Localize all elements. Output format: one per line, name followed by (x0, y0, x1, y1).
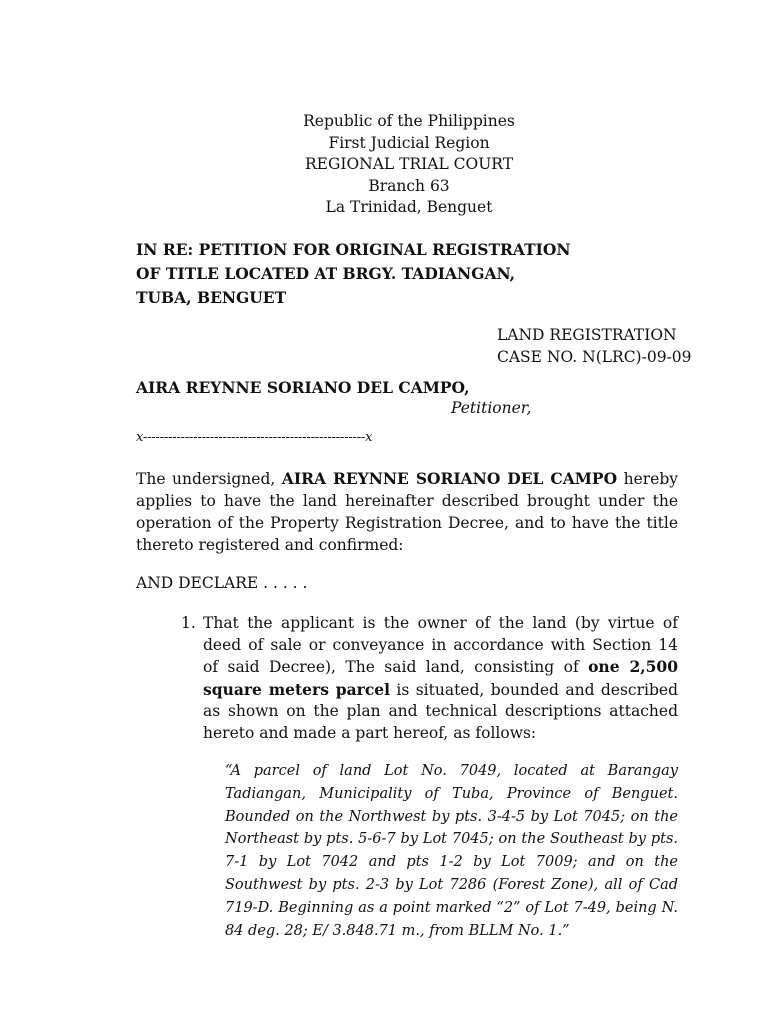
intro-text-before: The undersigned, (136, 470, 282, 488)
list-item-number: 1. (181, 614, 196, 632)
item-text-after: is situated, bounded and described as shown on the plan and technical descriptions attached hereto and made a part hereof, as follows: (203, 680, 678, 742)
caption-line-1: IN RE: PETITION FOR ORIGINAL REGISTRATION (136, 240, 571, 259)
case-type: LAND REGISTRATION (497, 326, 677, 344)
declare-heading: AND DECLARE . . . . . (136, 574, 308, 592)
header-republic: Republic of the Philippines (303, 112, 515, 130)
intro-applicant-name: AIRA REYNNE SORIANO DEL CAMPO (281, 469, 618, 488)
court-header (0, 111, 768, 219)
petitioner-role: Petitioner, (451, 399, 532, 417)
intro-text-after: hereby applies to have the land hereinafter described brought under the operation of the Property Registration Decree, and to have the title thereto registered and confirmed: (136, 470, 679, 554)
caption-line-2: OF TITLE LOCATED AT BRGY. TADIANGAN, (136, 264, 516, 283)
technical-description-quote: “A parcel of land Lot No. 7049, located at Barangay Tadiangan, Municipality of Tuba, Province of Benguet. Bounded on the Northwest by pts. 3-4-5 by Lot 7045; on the Northeast by pts. 5-6-7 by Lot 7045; on the Southeast by pts. 7-1 by Lot 7042 and pts 1-2 by Lot 7009; and on the Southwest by pts. 2-3 by Lot 7286 (Forest Zone), all of Cad 719-D. Beginning as a point marked “2” of Lot 7-49, being N. 84 deg. 28; E/ 3.848.71 m., from BLLM No. 1.” (225, 763, 678, 939)
case-number: CASE NO. N(LRC)-09-09 (497, 348, 692, 366)
caption-line-3: TUBA, BENGUET (136, 288, 287, 307)
case-caption (136, 238, 571, 310)
header-judicial-region: First Judicial Region (328, 133, 490, 152)
case-number-block (497, 324, 692, 368)
intro-paragraph (136, 468, 678, 556)
item-text-before: That the applicant is the owner of the land (by virtue of deed of sale or conveyance in accordance with Section 14 of said Decree), The said land, consisting of (203, 614, 678, 676)
list-item-text (203, 613, 678, 744)
header-branch: Branch 63 (368, 176, 450, 195)
header-location: La Trinidad, Benguet (325, 198, 493, 216)
header-court: REGIONAL TRIAL COURT (304, 155, 514, 173)
item-text-bold: one 2,500 square meters parcel (203, 657, 678, 699)
petitioner-name: AIRA REYNNE SORIANO DEL CAMPO, (136, 378, 470, 397)
section-divider: x-----------------------------------------------------x (136, 430, 373, 445)
list-item (181, 613, 678, 744)
